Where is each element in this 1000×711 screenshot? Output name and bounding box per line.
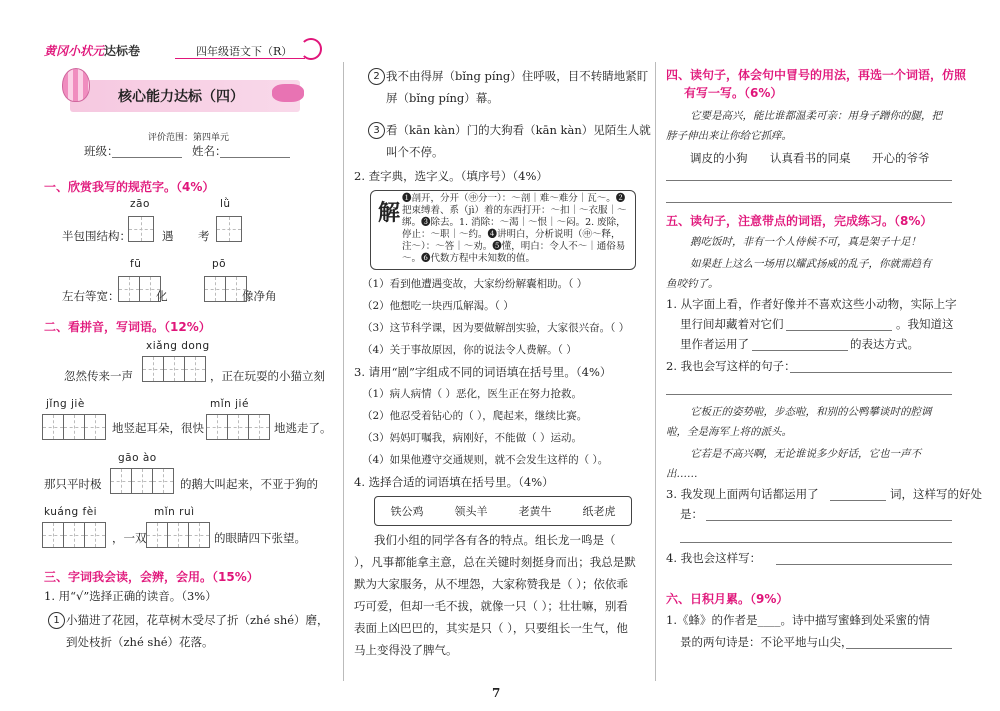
s3-d4: （4）关于事故原因，你的说法令人费解。（ ）	[362, 344, 577, 356]
word-bank	[374, 496, 632, 526]
s5-q2: 2. 我也会写这样的句子：	[666, 359, 796, 373]
s3-j1: （1）病人病情（ ）恶化，医生正在努力抢救。	[362, 388, 583, 400]
class-field[interactable]	[112, 157, 182, 158]
word-option: 领头羊	[454, 505, 488, 518]
s6-q1b: 景的两句诗是：不论平地与山尖，	[680, 635, 853, 649]
s3-item3b: 叫个不停。	[386, 145, 444, 159]
section-5-title: 五、读句子，注意带点的词语，完成练习。（8%）	[666, 214, 933, 228]
s5-q1c: 。我知道这	[896, 317, 954, 331]
s2-line1b: ，正在玩耍的小猫立刻	[210, 369, 325, 383]
subject-label: 四年级语文下（R）	[196, 45, 293, 58]
column-divider	[343, 62, 344, 681]
s5-q4: 4. 我也会这样写：	[666, 551, 762, 565]
char-po: 像净角	[242, 289, 277, 303]
section-1-title: 一、欣赏我写的规范字。（4%）	[44, 180, 215, 194]
word-option: 老黄牛	[518, 505, 552, 518]
dict-headword: 解	[378, 200, 401, 226]
section-6-title: 六、日积月累。（9%）	[666, 592, 789, 606]
s3-q4: 4. 选择合适的词语填在括号里。（4%）	[354, 475, 554, 489]
s5-b2: 啦，全是海军上将的派头。	[666, 426, 792, 438]
pinyin-jingjie: jǐng jiè	[46, 398, 85, 410]
s3-item2a: 我不由得屏（bǐng píng）住呼吸，目不转睛地紧盯	[386, 69, 649, 83]
writing-box[interactable]	[146, 522, 209, 548]
s5-q3b: 词，这样写的好处	[890, 487, 982, 501]
s3-d2: （2）他想吃一块西瓜解渴。（ ）	[362, 300, 514, 312]
s3-j2: （2）他忍受着钻心的（ ），爬起来，继续比赛。	[362, 410, 588, 422]
answer-line[interactable]	[776, 564, 952, 565]
s6-q1a: 1.《蜂》的作者是____。诗中描写蜜蜂到处采蜜的情	[666, 613, 930, 627]
s3-item1a: 小猫进了花园，花草树木受尽了折（zhé shé）磨，	[66, 613, 329, 627]
char-fu: 化	[156, 289, 168, 303]
answer-line[interactable]	[752, 350, 848, 351]
section-2-title: 二、看拼音，写词语。（12%）	[44, 320, 211, 334]
answer-line[interactable]	[830, 500, 886, 501]
brand-logo: 黄冈小状元	[44, 44, 105, 58]
scope-label: 评价范围：第四单元	[148, 133, 230, 143]
s3-para5: 表面上凶巴巴的，其实是只（ ），只要组长一生气，他	[354, 621, 628, 635]
row2-label: 左右等宽：	[62, 289, 120, 303]
answer-line[interactable]	[680, 542, 952, 543]
s4-option: 开心的爷爷	[872, 151, 930, 165]
answer-line[interactable]	[706, 520, 952, 521]
writing-box[interactable]	[118, 276, 160, 302]
s2-line1a: 忽然传来一声	[64, 369, 133, 383]
s5-b3: 它若是不高兴啊，无论谁说多少好话，它也一声不	[690, 448, 921, 460]
name-label: 姓名：	[192, 144, 227, 158]
pinyin-gaoao: gāo ào	[118, 452, 157, 464]
writing-box[interactable]	[42, 414, 105, 440]
column-divider	[655, 62, 656, 681]
item-number: 3	[368, 122, 385, 139]
class-label: 班级：	[84, 144, 119, 158]
s2-line4a: ，一双	[112, 531, 147, 545]
banner-title: 核心能力达标（四）	[118, 89, 244, 105]
word-option: 纸老虎	[582, 505, 616, 518]
s3-j3: （3）妈妈叮嘱我，病刚好，不能做（ ）运动。	[362, 432, 583, 444]
answer-line[interactable]	[666, 202, 952, 203]
name-field[interactable]	[220, 157, 290, 158]
pinyin-kuangfei: kuáng fèi	[44, 506, 98, 518]
s5-q1a: 1. 从字面上看，作者好像并不喜欢这些小动物，实际上字	[666, 297, 957, 311]
s3-para2: ），凡事都能拿主意，总在关键时刻挺身而出；我总是默	[354, 555, 636, 569]
plane-icon	[272, 84, 304, 102]
writing-box[interactable]	[110, 468, 173, 494]
s3-q2: 2. 查字典，选字义。（填序号）（4%）	[354, 169, 548, 183]
s5-a3: 鱼咬钓了。	[666, 278, 719, 290]
dict-definition: ❶剖开，分开（㊥分一）：～剖｜难～难分｜瓦～。❷把束缚着、系（jì）着的东西打开：～扣｜～衣服｜～绑。❸除去。1. 消除：～渴｜～恨｜～闷。2. 废除，停止：～职｜～约。❹讲明白，分析说明（㊥～释，注～）：～答｜～劝。❺懂，明白：令人不～｜通俗易～。❻代数方程中未知数的值。	[402, 193, 627, 264]
writing-box[interactable]	[42, 522, 105, 548]
pinyin-zao: zāo	[130, 198, 150, 210]
section-4-title: 四、读句子，体会句中冒号的用法，再选一个词语，仿照	[666, 68, 967, 82]
s5-q1b: 里行间却藏着对它们	[680, 317, 784, 331]
pinyin-minjie: mǐn jié	[210, 398, 249, 410]
s3-para4: 巧可爱，但却一毛不拔，就像一只（ ）；壮壮嘛，别看	[354, 599, 628, 613]
s4-quote1: 它要是高兴，能比谁都温柔可亲：用身子蹭你的腿，把	[690, 110, 942, 122]
s4-quote2: 脖子伸出来让你给它抓痒。	[666, 130, 792, 142]
s2-line3b: 的鹅大叫起来，不亚于狗的	[180, 477, 318, 491]
word-option: 铁公鸡	[390, 505, 424, 518]
s5-b1: 它板正的姿势啦，步态啦，和别的公鸭攀谈时的腔调	[690, 406, 932, 418]
writing-box[interactable]	[142, 356, 205, 382]
s3-para6: 马上变得没了脾气。	[354, 643, 458, 657]
writing-box[interactable]	[206, 414, 269, 440]
s5-a2: 如果赶上这么一场用以耀武扬威的乱子，你就需趋有	[690, 258, 932, 270]
row1-label: 半包围结构：	[62, 229, 131, 243]
answer-line[interactable]	[786, 330, 892, 331]
s4-option: 调皮的小狗	[690, 151, 748, 165]
s3-para1: 我们小组的同学各有各的特点。组长龙一鸣是（	[374, 533, 616, 547]
header-rule	[175, 58, 305, 59]
brand-subtitle: 达标卷	[104, 44, 141, 58]
pinyin-po: pō	[212, 258, 227, 270]
s2-line3a: 那只平时极	[44, 477, 102, 491]
s5-b4: 出……	[666, 468, 698, 480]
s5-q1e: 的表达方式。	[850, 337, 919, 351]
s5-a1: 鹅吃饭时，非有一个人侍候不可，真是架子十足！	[690, 236, 921, 248]
pinyin-minrui: mǐn ruì	[154, 506, 195, 518]
s3-item1b: 到处枝折（zhé shé）花落。	[66, 635, 214, 649]
pinyin-xiangdong: xiǎng dong	[146, 340, 210, 352]
s4-option: 认真看书的同桌	[770, 151, 851, 165]
item-number: 2	[368, 68, 385, 85]
s2-line2a: 地竖起耳朵，很快	[112, 421, 204, 435]
pinyin-fu: fū	[130, 258, 142, 270]
balloon-icon	[62, 68, 90, 102]
section-4-title-cont: 有写一写。（6%）	[684, 86, 783, 100]
item-number: 1	[48, 612, 65, 629]
swirl-icon	[300, 38, 322, 60]
s3-q1: 1. 用“√”选择正确的读音。（3%）	[44, 589, 217, 603]
page-number: 7	[492, 686, 501, 700]
s3-item3a: 看（kān kàn）门的大狗看（kān kàn）见陌生人就	[386, 123, 651, 137]
writing-box[interactable]	[128, 216, 153, 242]
s3-d1: （1）看到他遭遇变故，大家纷纷解囊相助。（ ）	[362, 278, 588, 290]
s3-d3: （3）这节科学课，因为要做解剖实验，大家很兴奋。（ ）	[362, 322, 630, 334]
s3-para3: 默为大家服务，从不埋怨，大家称赞我是（ ）；依依乖	[354, 577, 628, 591]
s5-q3a: 3. 我发现上面两句话都运用了	[666, 487, 819, 501]
s3-q3: 3. 请用“剧”字组成不同的词语填在括号里。（4%）	[354, 365, 612, 379]
s2-line4b: 的眼睛四下张望。	[214, 531, 306, 545]
char-zao: 遇	[162, 229, 174, 243]
answer-line[interactable]	[666, 394, 952, 395]
answer-line[interactable]	[846, 648, 952, 649]
answer-line[interactable]	[666, 180, 952, 181]
s3-item2b: 屏（bǐng píng）幕。	[386, 91, 499, 105]
section-3-title: 三、字词我会读，会辨，会用。（15%）	[44, 570, 259, 584]
s5-q1d: 里作者运用了	[680, 337, 749, 351]
writing-box[interactable]	[216, 216, 241, 242]
s3-j4: （4）如果他遵守交通规则，就不会发生这样的（ ）。	[362, 454, 609, 466]
writing-box[interactable]	[204, 276, 246, 302]
answer-line[interactable]	[790, 372, 952, 373]
pinyin-lv: lǜ	[220, 198, 231, 210]
s2-line2b: 地逃走了。	[274, 421, 332, 435]
s5-q3c: 是：	[680, 507, 703, 521]
char-lv: 考	[198, 229, 210, 243]
